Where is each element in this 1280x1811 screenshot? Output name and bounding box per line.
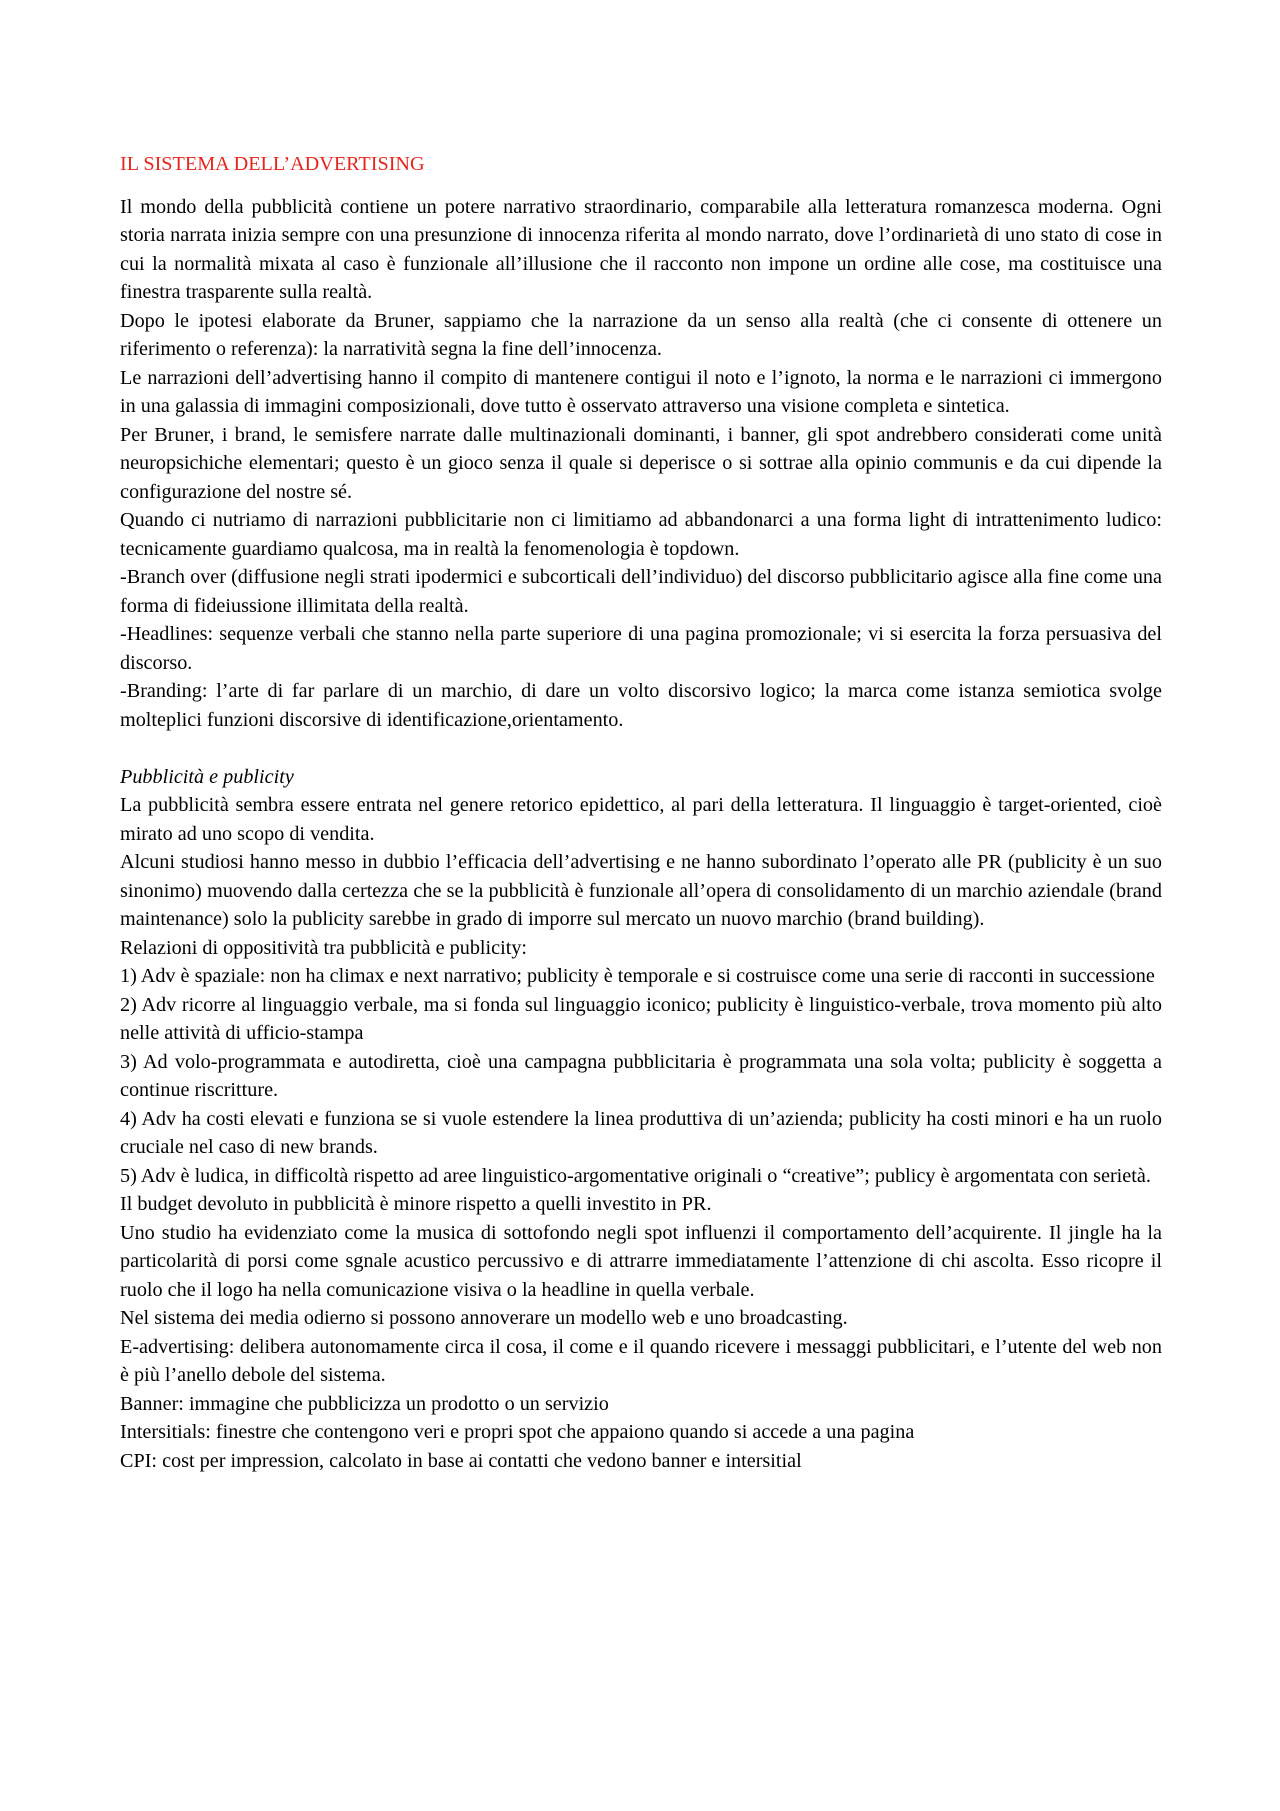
list-item: 3) Ad volo-programmata e autodiretta, cioè una campagna pubblicitaria è programmata una sola volta; publicity è soggetta a continue riscritture. [120, 1050, 1162, 1101]
paragraph: Le narrazioni dell’advertising hanno il compito di mantenere contigui il noto e l’ignoto, la norma e le narrazioni ci immergono in una galassia di immagini composizionali, dove tutto è osservato attraverso una visione completa e sintetica. [120, 366, 1162, 417]
paragraph: -Headlines: sequenze verbali che stanno nella parte superiore di una pagina promozionale; vi si esercita la forza persuasiva del discorso. [120, 623, 1162, 674]
blank-line [120, 734, 1162, 763]
document-title: IL SISTEMA DELL’ADVERTISING [120, 153, 425, 175]
paragraph: Dopo le ipotesi elaborate da Bruner, sappiamo che la narrazione da un senso alla realtà (che ci consente di ottenere un riferimento o referenza): la narratività segna la fine dell’innocenza. [120, 309, 1162, 360]
paragraph: La pubblicità sembra essere entrata nel genere retorico epidettico, al pari della letteratura. Il linguaggio è target-oriented, cioè mirato ad uno scopo di vendita. [120, 794, 1162, 845]
list-item: 1) Adv è spaziale: non ha climax e next narrativo; publicity è temporale e si costruisce come una serie di racconti in successione [120, 965, 1155, 987]
paragraph: Alcuni studiosi hanno messo in dubbio l’efficacia dell’advertising e ne hanno subordinato l’operato alle PR (publicity è un suo sinonimo) muovendo dalla certezza che se la pubblicità è funzionale all’opera di consolidamento di un marchio aziendale (brand maintenance) solo la publicity sarebbe in grado di imporre sul mercato un nuovo marchio (brand building). [120, 851, 1162, 930]
list-item: 5) Adv è ludica, in difficoltà rispetto ad aree linguistico-argomentative originali o “creative”; publicy è argomentata con serietà. [120, 1164, 1151, 1187]
document-body [120, 150, 1162, 1475]
paragraph: Per Bruner, i brand, le semisfere narrate dalle multinazionali dominanti, i banner, gli spot andrebbero considerati come unità neuropsichiche elementari; questo è un gioco senza il quale si deperisce o si sottrae alla opinio communis e da cui dipende la configurazione del nostre sé. [120, 423, 1162, 503]
list-item: 4) Adv ha costi elevati e funziona se si vuole estendere la linea produttiva di un’azienda; publicity ha costi minori e ha un ruolo cruciale nel caso di new brands. [120, 1107, 1162, 1158]
paragraph: -Branch over (diffusione negli strati ipodermici e subcorticali dell’individuo) del discorso pubblicitario agisce alla fine come una forma di fideiussione illimitata della realtà. [120, 566, 1162, 617]
paragraph: Quando ci nutriamo di narrazioni pubblicitarie non ci limitiamo ad abbandonarci a una forma light di intrattenimento ludico: tecnicamente guardiamo qualcosa, ma in realtà la fenomenologia è topdown. [120, 509, 1162, 560]
section-heading: Pubblicità e publicity [120, 765, 294, 788]
section-intro [120, 193, 1162, 735]
list-item: 2) Adv ricorre al linguaggio verbale, ma si fonda sul linguaggio iconico; publicity è linguistico-verbale, trova momento più alto nelle attività di ufficio-stampa [120, 993, 1162, 1044]
paragraph: Uno studio ha evidenziato come la musica di sottofondo negli spot influenzi il comportamento dell’acquirente. Il jingle ha la particolarità di porsi come sgnale acustico percussivo e di attrarre immediatamente l’attenzione di chi ascolta. Esso ricopre il ruolo che il logo ha nella comunicazione visiva o la headline in quella verbale. [120, 1221, 1162, 1301]
paragraph: Il budget devoluto in pubblicità è minore rispetto a quelli investito in PR. [120, 1193, 712, 1215]
definition-item: Banner: immagine che pubblicizza un prodotto o un servizio [120, 1392, 609, 1415]
paragraph: Nel sistema dei media odierno si possono annoverare un modello web e uno broadcasting. [120, 1307, 848, 1329]
paragraph: -Branding: l’arte di far parlare di un marchio, di dare un volto discorsivo logico; la marca come istanza semiotica svolge molteplici funzioni discorsive di identificazione,orientamento. [120, 680, 1162, 731]
paragraph: E-advertising: delibera autonomamente circa il cosa, il come e il quando ricevere i messaggi pubblicitari, e l’utente del web non è più l’anello debole del sistema. [120, 1335, 1162, 1386]
paragraph: Relazioni di oppositività tra pubblicità e publicity: [120, 936, 528, 959]
definition-item: Intersitials: finestre che contengono veri e propri spot che appaiono quando si accede a una pagina [120, 1421, 915, 1443]
section-pubblicita-publicity [120, 763, 1162, 1476]
paragraph: Il mondo della pubblicità contiene un potere narrativo straordinario, comparabile alla letteratura romanzesca moderna. Ogni storia narrata inizia sempre con una presunzione di innocenza riferita al mondo narrato, dove l’ordinarietà di uno stato di cose in cui la normalità mixata al caso è funzionale all’illusione che il racconto non impone un ordine alle cose, ma costituisce una finestra trasparente sulla realtà. [120, 195, 1162, 303]
definition-item: CPI: cost per impression, calcolato in base ai contatti che vedono banner e intersitial [120, 1449, 802, 1472]
